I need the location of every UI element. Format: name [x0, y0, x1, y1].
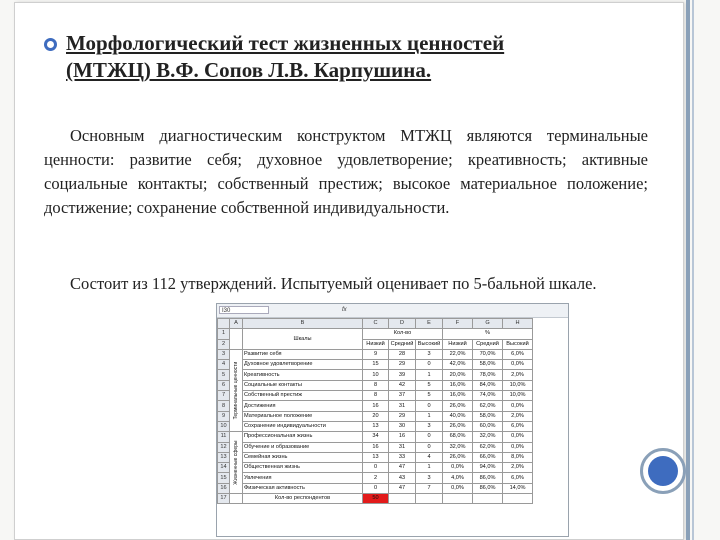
cell-value: 33 [389, 452, 416, 462]
cell-value: 62,0% [473, 401, 503, 411]
scale-name: Общественная жизнь [243, 463, 363, 473]
cell-value: 1 [416, 370, 443, 380]
cell-value: 2 [363, 473, 389, 483]
scale-name: Достижения [243, 401, 363, 411]
cell-value: 42 [389, 380, 416, 390]
cell-value: 0,0% [503, 442, 533, 452]
total-value: 50 [363, 494, 389, 504]
bullet-icon [44, 38, 57, 51]
row-number: 8 [218, 401, 230, 411]
cell-value: 16 [389, 432, 416, 442]
table-row [218, 463, 533, 473]
cell-value: 3 [416, 349, 443, 359]
count-header: Кол-во [363, 329, 443, 339]
slide-title: Морфологический тест жизненных ценностей (МТЖЦ) В.Ф. Сопов Л.В. Карпушина. [66, 31, 505, 82]
cell-value: 78,0% [473, 370, 503, 380]
cell-value: 6,0% [503, 473, 533, 483]
scale-name: Увлечения [243, 473, 363, 483]
cell-value: 29 [389, 360, 416, 370]
row-number: 12 [218, 442, 230, 452]
cell-value: 68,0% [443, 432, 473, 442]
row-number: 14 [218, 463, 230, 473]
formula-bar [217, 304, 568, 318]
cell-value: 43 [389, 473, 416, 483]
method-paragraph: Состоит из 112 утверждений. Испытуемый оценивает по 5-бальной шкале. [70, 274, 597, 293]
cell-value: 0 [416, 442, 443, 452]
column-header-row [218, 319, 533, 329]
scale-name: Сохранение индивидуальности [243, 421, 363, 431]
cell-value: 0 [416, 401, 443, 411]
scale-name: Физическая активность [243, 483, 363, 493]
cell-value: 58,0% [473, 411, 503, 421]
table-row [218, 391, 533, 401]
column-header: B [243, 319, 363, 329]
slide-rail [686, 0, 690, 540]
table-row [218, 483, 533, 493]
results-table [217, 318, 533, 504]
cell-value: 0,0% [503, 401, 533, 411]
row-number: 15 [218, 473, 230, 483]
column-header: D [389, 319, 416, 329]
cell-value: 5 [416, 380, 443, 390]
row-number: 16 [218, 483, 230, 493]
level-header: Высокий [416, 339, 443, 349]
cell-value: 39 [389, 370, 416, 380]
cell-value: 13 [363, 452, 389, 462]
cell-value: 3 [416, 421, 443, 431]
cell-value: 2,0% [503, 411, 533, 421]
cell-value: 42,0% [443, 360, 473, 370]
cell-value: 0,0% [503, 360, 533, 370]
fx-icon: fx [342, 307, 347, 313]
table-row [218, 421, 533, 431]
cell-value: 70,0% [473, 349, 503, 359]
scales-header: Шкалы [243, 329, 363, 350]
cell-value: 8 [363, 380, 389, 390]
cell-value: 14,0% [503, 483, 533, 493]
spreadsheet-image [216, 303, 569, 537]
cell-value: 1 [416, 463, 443, 473]
cell-value: 58,0% [473, 360, 503, 370]
cell-value: 0 [363, 463, 389, 473]
cell-value: 16,0% [443, 380, 473, 390]
cell-value: 31 [389, 401, 416, 411]
table-row [218, 360, 533, 370]
cell-value: 0 [416, 360, 443, 370]
column-header: G [473, 319, 503, 329]
cell-value: 20,0% [443, 370, 473, 380]
level-header: Средний [389, 339, 416, 349]
cell-value: 7 [416, 483, 443, 493]
cell-value: 2,0% [503, 463, 533, 473]
row-number: 7 [218, 391, 230, 401]
cell-value: 5 [416, 391, 443, 401]
cell-value: 16 [363, 401, 389, 411]
scale-name: Собственный престиж [243, 391, 363, 401]
cell-value: 0,0% [503, 432, 533, 442]
cell-value: 9 [363, 349, 389, 359]
scale-name: Духовное удовлетворение [243, 360, 363, 370]
cell-value: 34 [363, 432, 389, 442]
row-number: 10 [218, 421, 230, 431]
row-number: 3 [218, 349, 230, 359]
table-row [218, 442, 533, 452]
cell-value: 32,0% [443, 442, 473, 452]
cell-value: 47 [389, 463, 416, 473]
table-row [218, 401, 533, 411]
cell-value: 8,0% [503, 452, 533, 462]
cell-value: 10,0% [503, 380, 533, 390]
row-number: 5 [218, 370, 230, 380]
column-header: E [416, 319, 443, 329]
table-row [218, 349, 533, 359]
cell-value: 28 [389, 349, 416, 359]
scale-name: Развитие себя [243, 349, 363, 359]
table-row: 2 Низкий Средний Высокий Низкий Средний Высокий [218, 339, 533, 349]
table-row [218, 380, 533, 390]
cell-value: 3 [416, 473, 443, 483]
cell-value: 26,0% [443, 452, 473, 462]
column-header: F [443, 319, 473, 329]
cell-value: 10,0% [503, 391, 533, 401]
cell-value: 74,0% [473, 391, 503, 401]
column-header: C [363, 319, 389, 329]
cell-value: 84,0% [473, 380, 503, 390]
cell-value: 8 [363, 391, 389, 401]
column-header: A [230, 319, 243, 329]
scale-name: Социальные контакты [243, 380, 363, 390]
level-header: Низкий [363, 339, 389, 349]
cell-value: 4,0% [443, 473, 473, 483]
level-header: Средний [473, 339, 503, 349]
slide-rail-secondary [692, 0, 694, 540]
scale-name: Обучение и образование [243, 442, 363, 452]
cell-value: 6,0% [503, 349, 533, 359]
cell-value: 15 [363, 360, 389, 370]
total-label: Кол-во респондентов [243, 494, 363, 504]
row-number: 13 [218, 452, 230, 462]
cell-value: 31 [389, 442, 416, 452]
cell-value: 94,0% [473, 463, 503, 473]
scale-name: Материальное положение [243, 411, 363, 421]
table-row [218, 370, 533, 380]
table-row: 17 Кол-во респондентов 50 [218, 494, 533, 504]
cell-value: 0,0% [443, 463, 473, 473]
scale-name: Профессиональная жизнь [243, 432, 363, 442]
table-row [218, 432, 533, 442]
table-row [218, 473, 533, 483]
decorative-circle [640, 448, 686, 494]
cell-value: 47 [389, 483, 416, 493]
cell-value: 20 [363, 411, 389, 421]
table-row [218, 411, 533, 421]
cell-value: 37 [389, 391, 416, 401]
cell-value: 16 [363, 442, 389, 452]
group-label: Жизненные сферы [230, 432, 243, 494]
cell-value: 29 [389, 411, 416, 421]
cell-value: 66,0% [473, 452, 503, 462]
cell-value: 13 [363, 421, 389, 431]
cell-value: 16,0% [443, 391, 473, 401]
cell-value: 22,0% [443, 349, 473, 359]
cell-value: 30 [389, 421, 416, 431]
cell-value: 26,0% [443, 421, 473, 431]
description-paragraph: Основным диагностическим конструктом МТЖЦ являются терминальные ценности: развитие себя; духовное удовлетворение; креативность; активные социальные контакты; собственный престиж; высокое материальное положение; достижение; сохранение собственной индивидуальности. [44, 126, 648, 217]
column-header: H [503, 319, 533, 329]
row-number: 9 [218, 411, 230, 421]
scale-name: Креативность [243, 370, 363, 380]
cell-value: 0,0% [443, 483, 473, 493]
cell-value: 26,0% [443, 401, 473, 411]
level-header: Низкий [443, 339, 473, 349]
cell-value: 1 [416, 411, 443, 421]
cell-value: 32,0% [473, 432, 503, 442]
cell-value: 0 [416, 432, 443, 442]
cell-value: 0 [363, 483, 389, 493]
row-number: 11 [218, 432, 230, 442]
row-number: 4 [218, 360, 230, 370]
scale-name: Семейная жизнь [243, 452, 363, 462]
cell-value: 86,0% [473, 483, 503, 493]
cell-value: 2,0% [503, 370, 533, 380]
cell-value: 60,0% [473, 421, 503, 431]
cell-value: 6,0% [503, 421, 533, 431]
cell-value: 40,0% [443, 411, 473, 421]
level-header: Высокий [503, 339, 533, 349]
cell-value: 86,0% [473, 473, 503, 483]
cell-value: 62,0% [473, 442, 503, 452]
percent-header: % [443, 329, 533, 339]
table-row: 1 Шкалы Кол-во % [218, 329, 533, 339]
name-box: I30 [219, 306, 269, 314]
cell-value: 10 [363, 370, 389, 380]
table-row [218, 452, 533, 462]
row-number: 6 [218, 380, 230, 390]
group-label: Терминальные ценности [230, 349, 243, 431]
cell-value: 4 [416, 452, 443, 462]
